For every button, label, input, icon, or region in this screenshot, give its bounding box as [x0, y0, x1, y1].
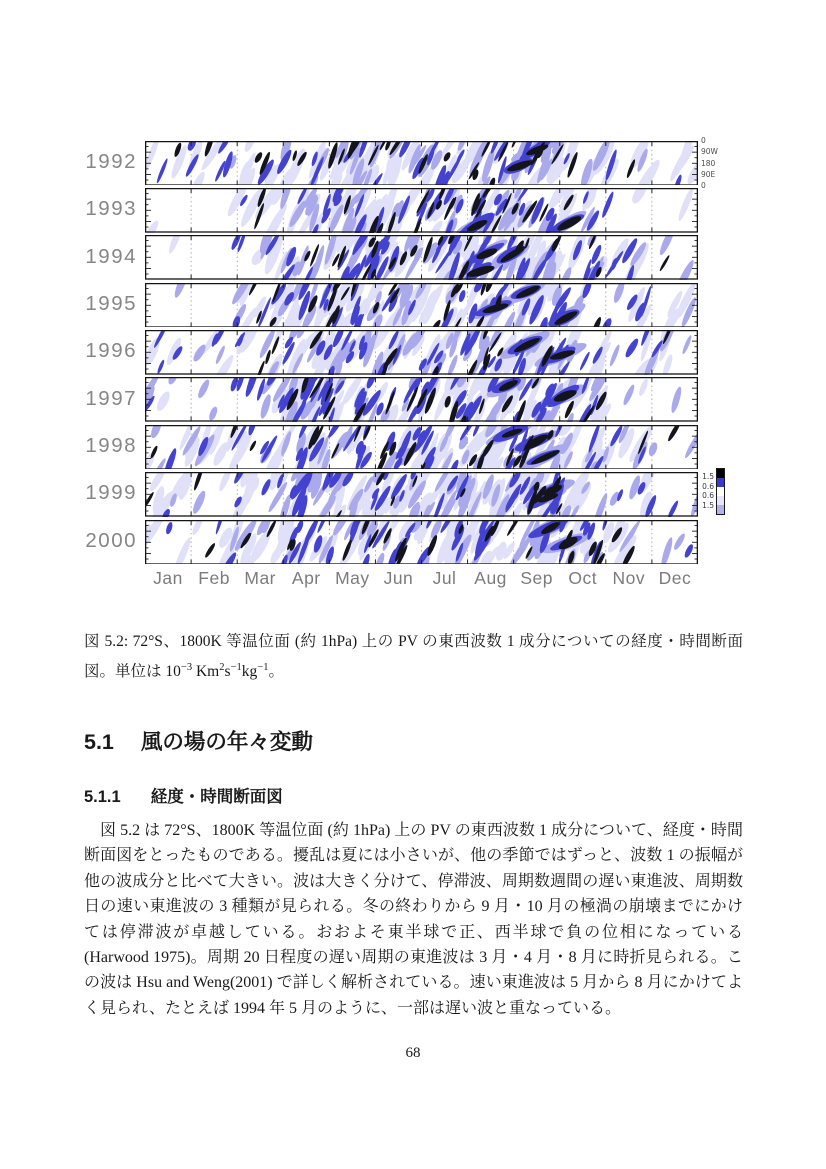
year-label-1995: 1995 — [85, 292, 137, 316]
month-label-nov: Nov — [612, 568, 646, 588]
section-number: 5.1 — [84, 730, 114, 754]
colorbar-segment — [717, 487, 724, 496]
year-label-1997: 1997 — [85, 386, 137, 410]
section-heading — [84, 725, 313, 756]
hovmoller-panel-1999 — [145, 472, 698, 517]
subsection-heading — [84, 783, 283, 807]
hovmoller-panel-1992 — [145, 141, 698, 186]
caption-sup: 2 — [219, 661, 225, 673]
subsection-number: 5.1.1 — [84, 788, 121, 806]
colorbar-label: 1.5 — [702, 500, 714, 510]
hovmoller-panel-2000 — [145, 520, 698, 565]
hovmoller-panel-1997 — [145, 377, 698, 422]
year-label-1994: 1994 — [85, 244, 137, 268]
colorbar-segment — [717, 505, 724, 514]
hovmoller-panel-1995 — [145, 283, 698, 328]
colorbar-segment — [717, 496, 724, 505]
longitude-label: 0 — [701, 136, 706, 146]
page-number: 68 — [405, 1045, 421, 1061]
month-label-jul: Jul — [432, 568, 457, 588]
caption-text: Km — [192, 662, 220, 680]
month-label-apr: Apr — [291, 568, 321, 588]
caption-text: 。 — [268, 662, 284, 680]
year-label-1998: 1998 — [85, 434, 137, 458]
caption-sup: −1 — [230, 661, 242, 673]
caption-sup: −1 — [257, 661, 269, 673]
month-label-jan: Jan — [153, 568, 183, 588]
hovmoller-panel-1998 — [145, 425, 698, 470]
body-paragraph: 図 5.2 は 72°S、1800K 等温位面 (約 1hPa) 上の PV の東西波数 1 成分について、経度・時間断面図をとったものである。擾乱は夏には小さいが、他の季節ではずっと、波数 1 の振幅が他の波成分と比べて大きい。波は大きく分けて、停滞波、周期数週間の遅い東進波、周期数日の速い東進波の 3 種類が見られる。冬の終わりから 9 月・10 月の極渦の崩壊までにかけては停滞波が卓越している。おおよそ東半球で正、西半球で負の位相になっている (Harwood 1975)。周期 20 日程度の遅い周期の東進波は 3 月・4 月・8 月に時折見られる。この波は Hsu and Weng(2001) で詳しく解析されている。速い東進波は 5 月から 8 月にかけてよく見られ、たとえば 1994 年 5 月のように、一部は遅い波と重なっている。 — [84, 822, 743, 1017]
colorbar-label: 0.6 — [702, 481, 714, 491]
month-label-feb: Feb — [198, 568, 230, 588]
hovmoller-panel-1994 — [145, 235, 698, 280]
caption-text: s — [224, 662, 231, 680]
longitude-label: 90E — [701, 169, 716, 179]
hovmoller-panel-1996 — [145, 330, 698, 375]
month-label-aug: Aug — [474, 568, 507, 588]
year-label-1999: 1999 — [85, 481, 137, 505]
colorbar-label: 0.6 — [702, 491, 714, 501]
section-title: 風の場の年々変動 — [140, 730, 313, 754]
year-label-1992: 1992 — [85, 150, 137, 173]
month-label-sep: Sep — [520, 568, 553, 588]
month-label-mar: Mar — [244, 568, 277, 588]
month-axis — [145, 568, 698, 589]
colorbar-segment — [717, 478, 724, 487]
subsection-title: 経度・時間断面図 — [150, 788, 283, 806]
month-label-jun: Jun — [383, 568, 414, 588]
month-label-dec: Dec — [658, 568, 692, 588]
figure-caption — [84, 629, 743, 684]
caption-text: kg — [241, 662, 258, 680]
year-label-2000: 2000 — [85, 528, 137, 552]
caption-text: 図 5.2: 72°S、1800K 等温位面 (約 1hPa) 上の PV の東西波数 1 成分についての経度・時間断面図。単位は 10 — [84, 633, 743, 680]
longitude-label: 0 — [701, 180, 706, 190]
year-label-1996: 1996 — [85, 339, 137, 363]
longitude-label: 90W — [701, 147, 718, 157]
colorbar — [716, 468, 725, 515]
colorbar-segment — [717, 469, 724, 478]
month-label-oct: Oct — [568, 568, 598, 588]
colorbar-label: 1.5 — [702, 472, 714, 482]
caption-sup: −3 — [180, 661, 193, 673]
year-label-1993: 1993 — [85, 197, 137, 221]
longitude-label: 180 — [701, 158, 716, 168]
month-label-may: May — [335, 568, 370, 588]
hovmoller-panel-1993 — [145, 188, 698, 233]
